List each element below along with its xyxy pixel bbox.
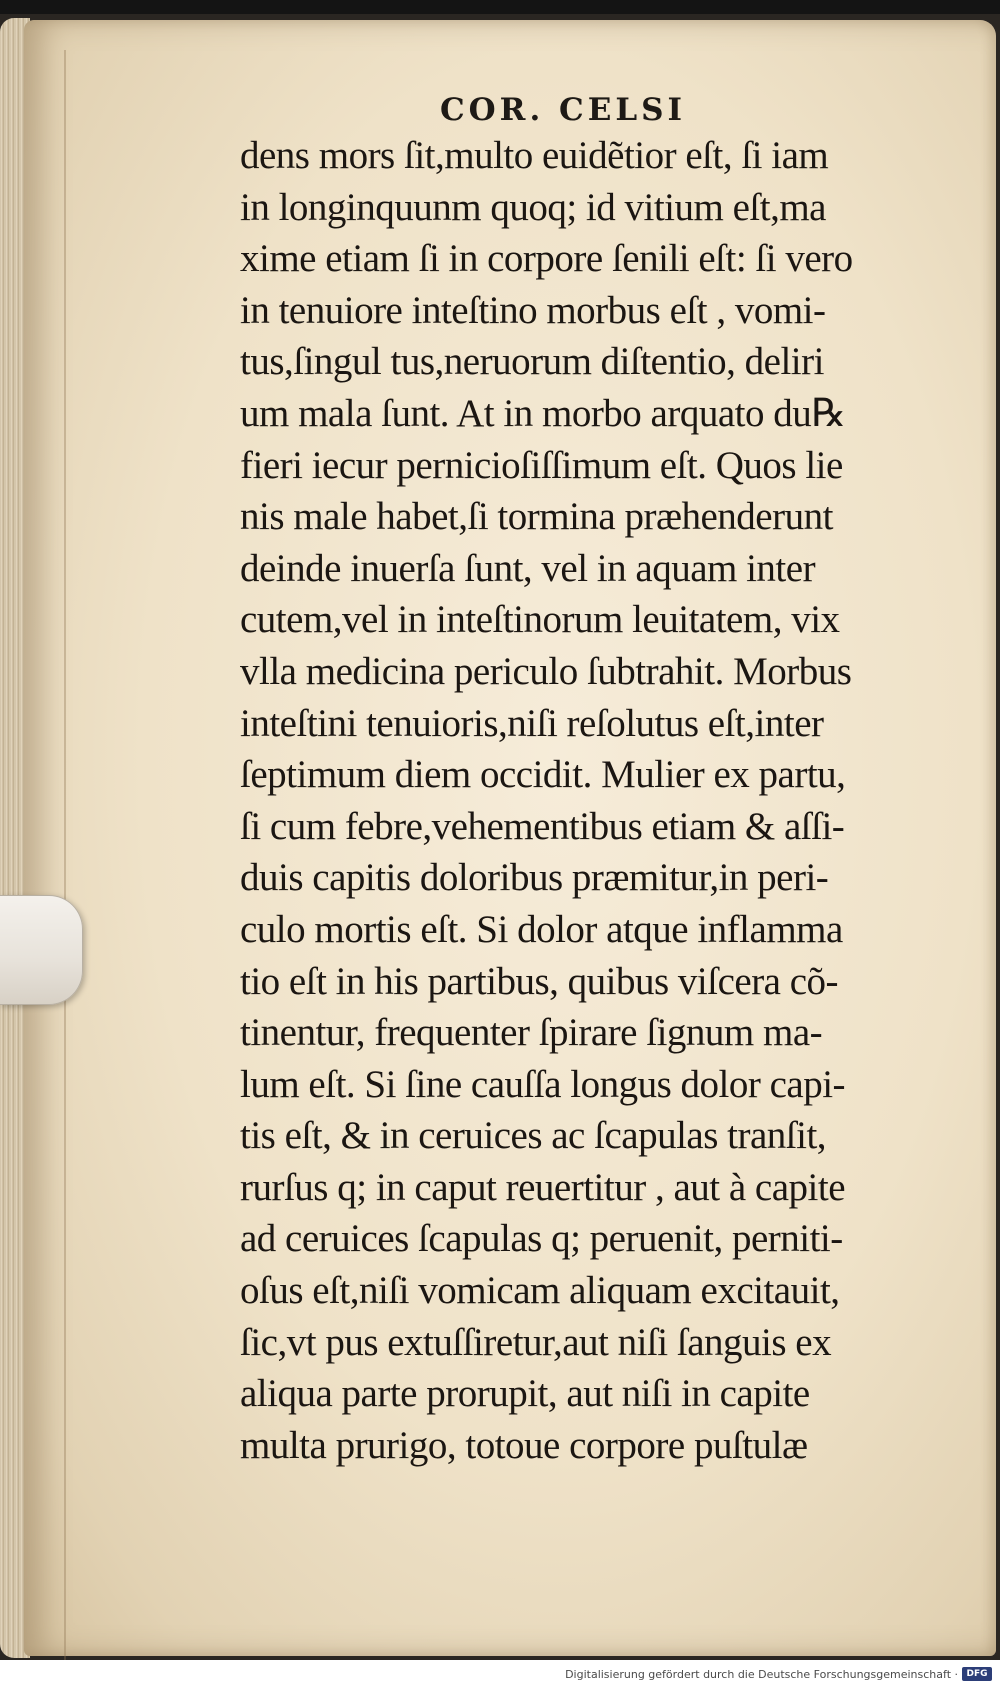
text-block bbox=[240, 130, 940, 1471]
text-line: ad ceruices ſcapulas q; peruenit, perniti- bbox=[240, 1217, 843, 1261]
text-line: vlla medicina periculo ſubtrahit. Morbus bbox=[240, 649, 852, 693]
text-line: aliqua parte prorupit, aut niſi in capite bbox=[240, 1372, 810, 1416]
funding-credit: Digitalisierung gefördert durch die Deutsche Forschungsgemeinschaft · bbox=[565, 1668, 958, 1681]
text-line: ſi cum febre,vehementibus etiam & aſſi- bbox=[240, 804, 845, 848]
text-line: culo mortis eſt. Si dolor atque inflamma bbox=[240, 907, 843, 951]
running-head: COR. CELSI bbox=[440, 92, 687, 128]
text-line: fieri iecur pernicioſiſſimum eſt. Quos lie bbox=[240, 443, 843, 487]
text-line: tus,ſingul tus,neruorum diſtentio, deliri bbox=[240, 340, 824, 384]
text-line: dens mors ſit,multo euidẽtior eſt, ſi iam bbox=[240, 134, 829, 177]
text-line: deinde inuerſa ſunt, vel in aquam inter bbox=[240, 546, 816, 590]
text-line: tis eſt, & in ceruices ac ſcapulas tranſit, bbox=[240, 1114, 827, 1158]
text-line: in tenuiore inteſtino morbus eſt , vomi- bbox=[240, 288, 826, 332]
text-line: tio eſt in his partibus, quibus viſcera cõ- bbox=[240, 959, 839, 1003]
text-line: duis capitis doloribus præmitur,in peri- bbox=[240, 856, 829, 900]
text-line: ſic,vt pus extuſſiretur,aut niſi ſanguis ex bbox=[240, 1320, 832, 1364]
footer-bar bbox=[0, 1660, 1000, 1691]
clamp-tab bbox=[0, 895, 83, 1005]
text-line: in longinquunm quoq; id vitium eſt,ma bbox=[240, 185, 826, 229]
text-line: inteſtini tenuioris,niſi reſolutus eſt,inter bbox=[240, 701, 824, 745]
text-line: rurſus q; in caput reuertitur , aut à capite bbox=[240, 1165, 846, 1209]
text-line: ſeptimum diem occidit. Mulier ex partu, bbox=[240, 753, 846, 797]
text-line: cutem,vel in inteſtinorum leuitatem, vix bbox=[240, 598, 840, 642]
text-line: multa prurigo, totoue corpore puſtulæ bbox=[240, 1423, 808, 1467]
text-line: tinentur, frequenter ſpirare ſignum ma- bbox=[240, 1011, 823, 1055]
dfg-logo: DFG bbox=[962, 1667, 992, 1681]
text-line: xime etiam ſi in corpore ſenili eſt: ſi vero bbox=[240, 237, 853, 281]
text-line: oſus eſt,niſi vomicam aliquam excitauit, bbox=[240, 1269, 840, 1313]
page-crease bbox=[64, 50, 66, 1670]
text-line: lum eſt. Si ſine cauſſa longus dolor capi- bbox=[240, 1062, 846, 1106]
text-line: nis male habet,ſi tormina præhenderunt bbox=[240, 495, 833, 539]
text-line: um mala ſunt. At in morbo arquato du℞ bbox=[240, 391, 846, 435]
